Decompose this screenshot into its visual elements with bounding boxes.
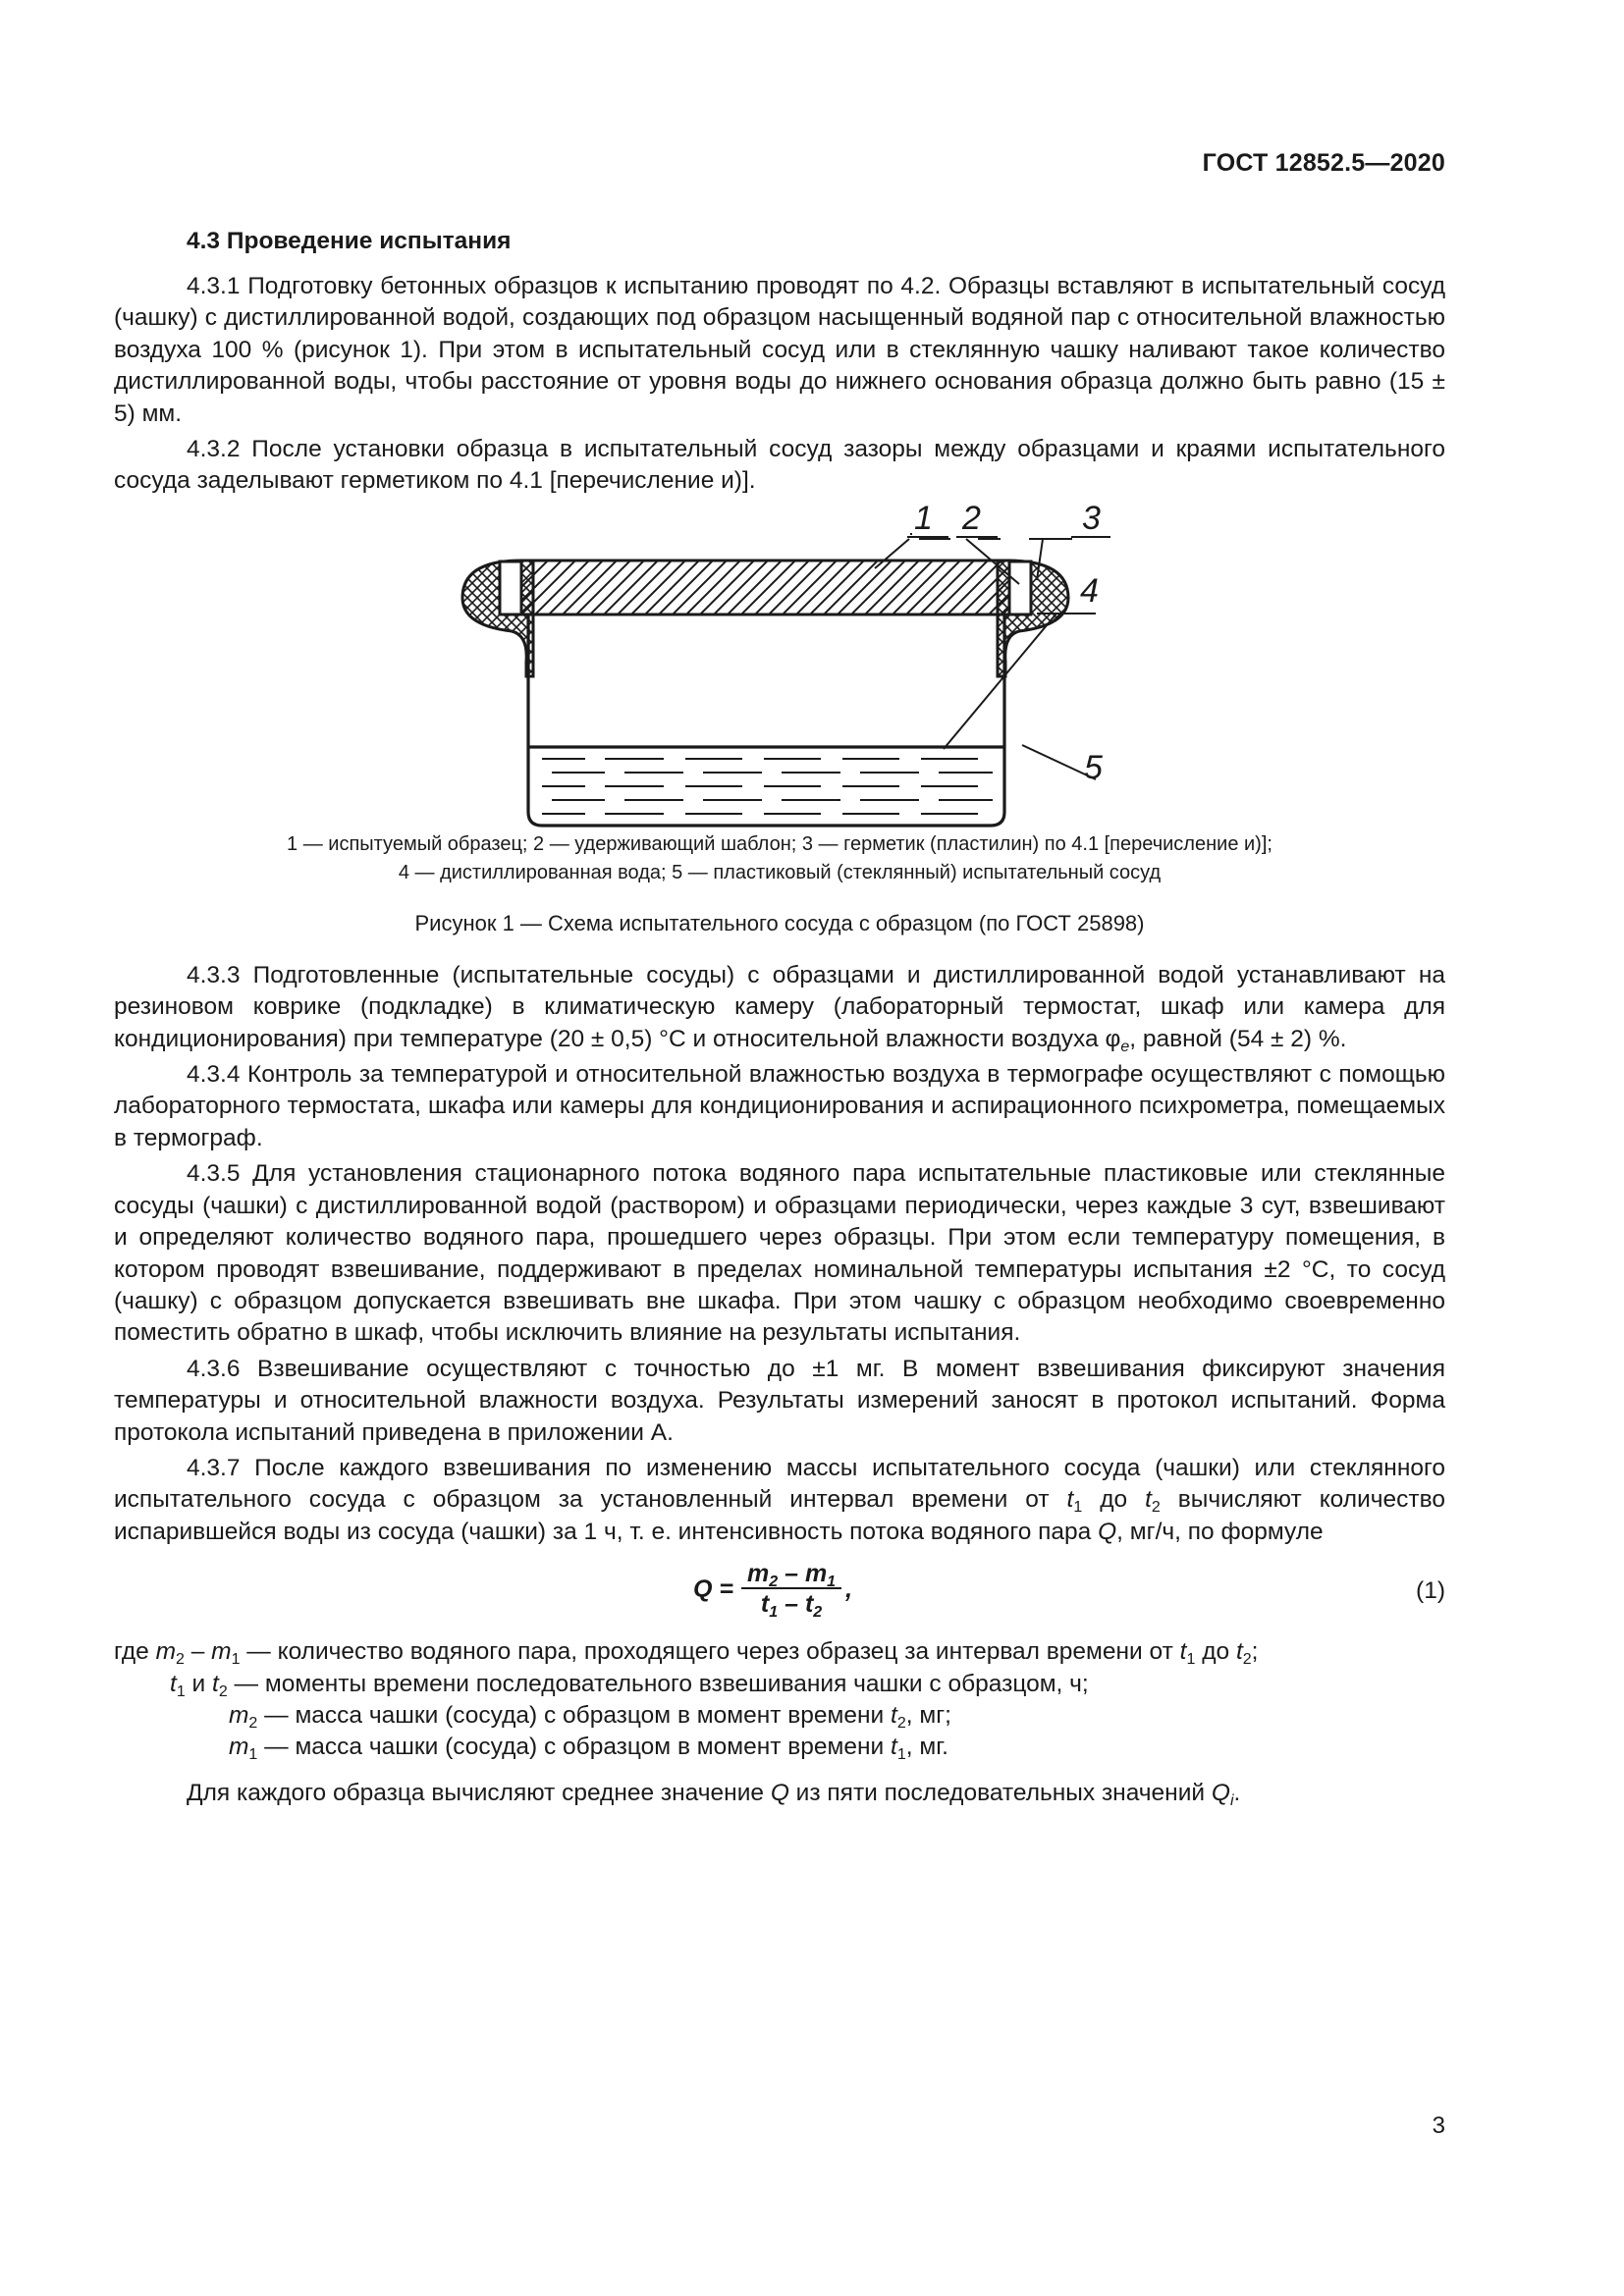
template-left xyxy=(500,561,521,614)
formula-lhs: Q = xyxy=(693,1575,733,1603)
where-row-1: где $m_2 - m_1$ — количество водяного пара, проходящего через образец за интервал времени от $t_1$ до $t_2$; xyxy=(114,1638,1259,1669)
template-right xyxy=(1009,561,1031,614)
document-body xyxy=(114,226,1445,1809)
label-4: 4 xyxy=(1080,571,1099,610)
label-1: 1 xyxy=(914,499,933,537)
vessel-body xyxy=(528,614,1004,826)
specimen xyxy=(521,561,1009,614)
formula-explanation xyxy=(114,1636,1445,1764)
formula-1 xyxy=(114,1556,1445,1629)
paragraph-4-3-5: 4.3.5 Для установления стационарного потока водяного пара испытательные пластиковые или стеклянные сосуды (чашки) с дистиллированной водой (раствором) и образцами периодически, через каждые 3 сут, взвешивают и определяют количество водяного пара, прошедшего через образцы. При этом если температуру помещения, в котором проводят взвешивание, поддерживают в пределах номинальной температуры испытания ±2 °С, то сосуд (чашку) с образцом допускается взвешивать вне шкафа. При этом чашку с образцом необходимо своевременно поместить обратно в шкаф, чтобы исключить влияние на результаты испытания. xyxy=(114,1160,1445,1347)
final-paragraph: Для каждого образца вычисляют среднее значение Q из пяти последовательных значений $Q_i$. xyxy=(187,1779,1241,1809)
paragraph-4-3-4: 4.3.4 Контроль за температурой и относительной влажностью воздуха в термографе осуществляют с помощью лабораторного термостата, шкафа или камеры для кондиционирования и аспирационного психрометра, помещаемых в термограф. xyxy=(114,1061,1445,1151)
paragraph-4-3-6: 4.3.6 Взвешивание осуществляют с точностью до ±1 мг. В момент взвешивания фиксируют значения температуры и относительной влажности воздуха. Результаты измерений заносят в протокол испытаний. Форма протокола испытаний приведена в приложении А. xyxy=(114,1355,1445,1446)
formula-tail: , xyxy=(845,1575,853,1603)
label-3: 3 xyxy=(1082,499,1101,537)
formula-numerator: $m_2 - m_1$ xyxy=(741,1560,841,1589)
paragraph-4-3-2: 4.3.2 После установки образца в испытательный сосуд зазоры между образцами и краями испытательного сосуда заделывают герметиком по 4.1 [перечисление и)]. xyxy=(114,436,1445,495)
document-header: ГОСТ 12852.5—2020 xyxy=(1202,149,1445,177)
page-number: 3 xyxy=(1432,2112,1445,2139)
formula-expression xyxy=(693,1560,853,1622)
label-5: 5 xyxy=(1084,748,1103,786)
label-2: 2 xyxy=(962,499,981,537)
paragraph-4-3-7: 4.3.7 После каждого взвешивания по изменению массы испытательного сосуда (чашки) или стеклянного испытательного сосуда с образцом за установленный интервал времени от $t_1$ до $t_2$ вычисляют количество испарившейся воды из сосуда (чашки) за 1 ч, т. е. интенсивность потока водяного пара Q, мг/ч, по формуле xyxy=(114,1454,1445,1545)
legend-line-2: 4 — дистиллированная вода; 5 — пластиковый (стеклянный) испытательный сосуд xyxy=(398,861,1162,883)
paragraph-4-3-1: 4.3.1 Подготовку бетонных образцов к испытанию проводят по 4.2. Образцы вставляют в испытательный сосуд (чашку) с дистиллированной водой, создающих под образцом насыщенный водяной пар с относительной влажностью воздуха 100 % (рисунок 1). При этом в испытательный сосуд или в стеклянную чашку наливают такое количество дистиллированной воды, чтобы расстояние от уровня воды до нижнего основания образца должно быть равно (15 ± 5) мм. xyxy=(114,273,1445,427)
formula-number: (1) xyxy=(1416,1577,1445,1605)
vessel-diagram xyxy=(114,500,1445,828)
figure-1 xyxy=(114,500,1445,828)
figure-legend xyxy=(114,830,1445,887)
formula-denominator: $t_1 - t_2$ xyxy=(760,1590,823,1622)
where-row-4: $m_1$ — масса чашки (сосуда) с образцом в момент времени $t_1$, мг. xyxy=(229,1734,948,1764)
legend-line-1: 1 — испытуемый образец; 2 — удерживающий шаблон; 3 — герметик (пластилин) по 4.1 [перечисление и)]; xyxy=(287,832,1272,855)
paragraph-4-3-3: 4.3.3 Подготовленные (испытательные сосуды) с образцами и дистиллированной водой устанавливают на резиновом коврике (подкладке) в климатическую камеру (лабораторный термостат, шкаф или камера для кондиционирования) при температуре (20 ± 0,5) °С и относительной влажности воздуха $\varphi_e$, равной (54 ± 2) %. xyxy=(114,961,1445,1055)
formula-fraction xyxy=(741,1560,841,1622)
where-row-3: $m_2$ — масса чашки (сосуда) с образцом в момент времени $t_2$, мг; xyxy=(229,1701,951,1732)
where-row-2: $t_1$ и $t_2$ — моменты времени последовательного взвешивания чашки с образцом, ч; xyxy=(170,1670,1089,1700)
water xyxy=(542,759,993,814)
figure-caption: Рисунок 1 — Схема испытательного сосуда с образцом (по ГОСТ 25898) xyxy=(414,910,1145,935)
section-title: 4.3 Проведение испытания xyxy=(187,228,512,254)
